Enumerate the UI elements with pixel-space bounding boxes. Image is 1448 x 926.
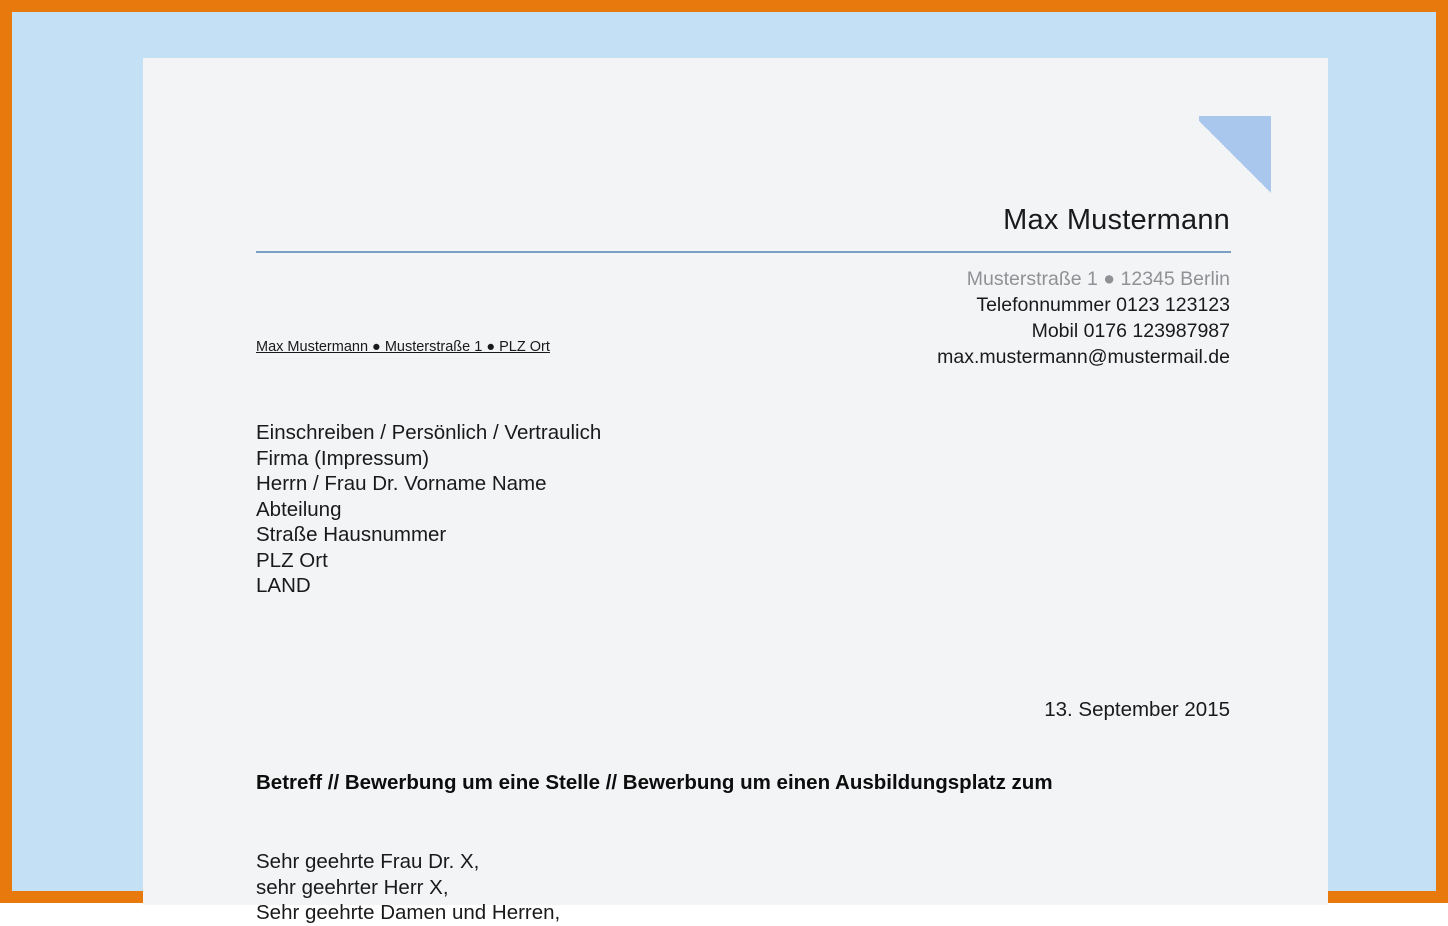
letter-page xyxy=(143,58,1328,924)
contact-mobile: Mobil 0176 123987987 xyxy=(1031,320,1230,342)
recipient-line: PLZ Ort xyxy=(256,548,328,572)
light-blue-backdrop xyxy=(12,12,1436,924)
salutation-line: sehr geehrter Herr X, xyxy=(256,875,449,899)
header-divider xyxy=(256,251,1231,253)
recipient-address-block xyxy=(256,420,601,599)
contact-phone: Telefonnummer 0123 123123 xyxy=(976,294,1230,316)
recipient-line: Straße Hausnummer xyxy=(256,523,447,546)
recipient-line: Einschreiben / Persönlich / Vertraulich xyxy=(256,421,602,444)
recipient-line: LAND xyxy=(256,574,311,597)
corner-triangle-decoration xyxy=(1199,116,1271,198)
recipient-line: Firma (Impressum) xyxy=(256,446,430,470)
letter-subject: Betreff // Bewerbung um eine Stelle // Bewerbung um einen Ausbildungsplatz zum xyxy=(256,771,1053,794)
salutation-line: Sehr geehrte Damen und Herren, xyxy=(256,901,561,924)
recipient-line: Herrn / Frau Dr. Vorname Name xyxy=(256,472,547,495)
contact-address: Musterstraße 1 ● 12345 Berlin xyxy=(966,268,1230,290)
letter-date: 13. September 2015 xyxy=(1044,698,1230,721)
letter-salutation xyxy=(256,849,560,926)
recipient-line: Abteilung xyxy=(256,497,342,521)
salutation-line: Sehr geehrte Frau Dr. X, xyxy=(256,850,480,873)
contact-email: max.mustermann@mustermail.de xyxy=(937,346,1230,368)
return-address-line: Max Mustermann ● Musterstraße 1 ● PLZ Ort xyxy=(256,339,550,355)
sender-name: Max Mustermann xyxy=(1003,204,1230,236)
contact-block xyxy=(937,266,1230,370)
